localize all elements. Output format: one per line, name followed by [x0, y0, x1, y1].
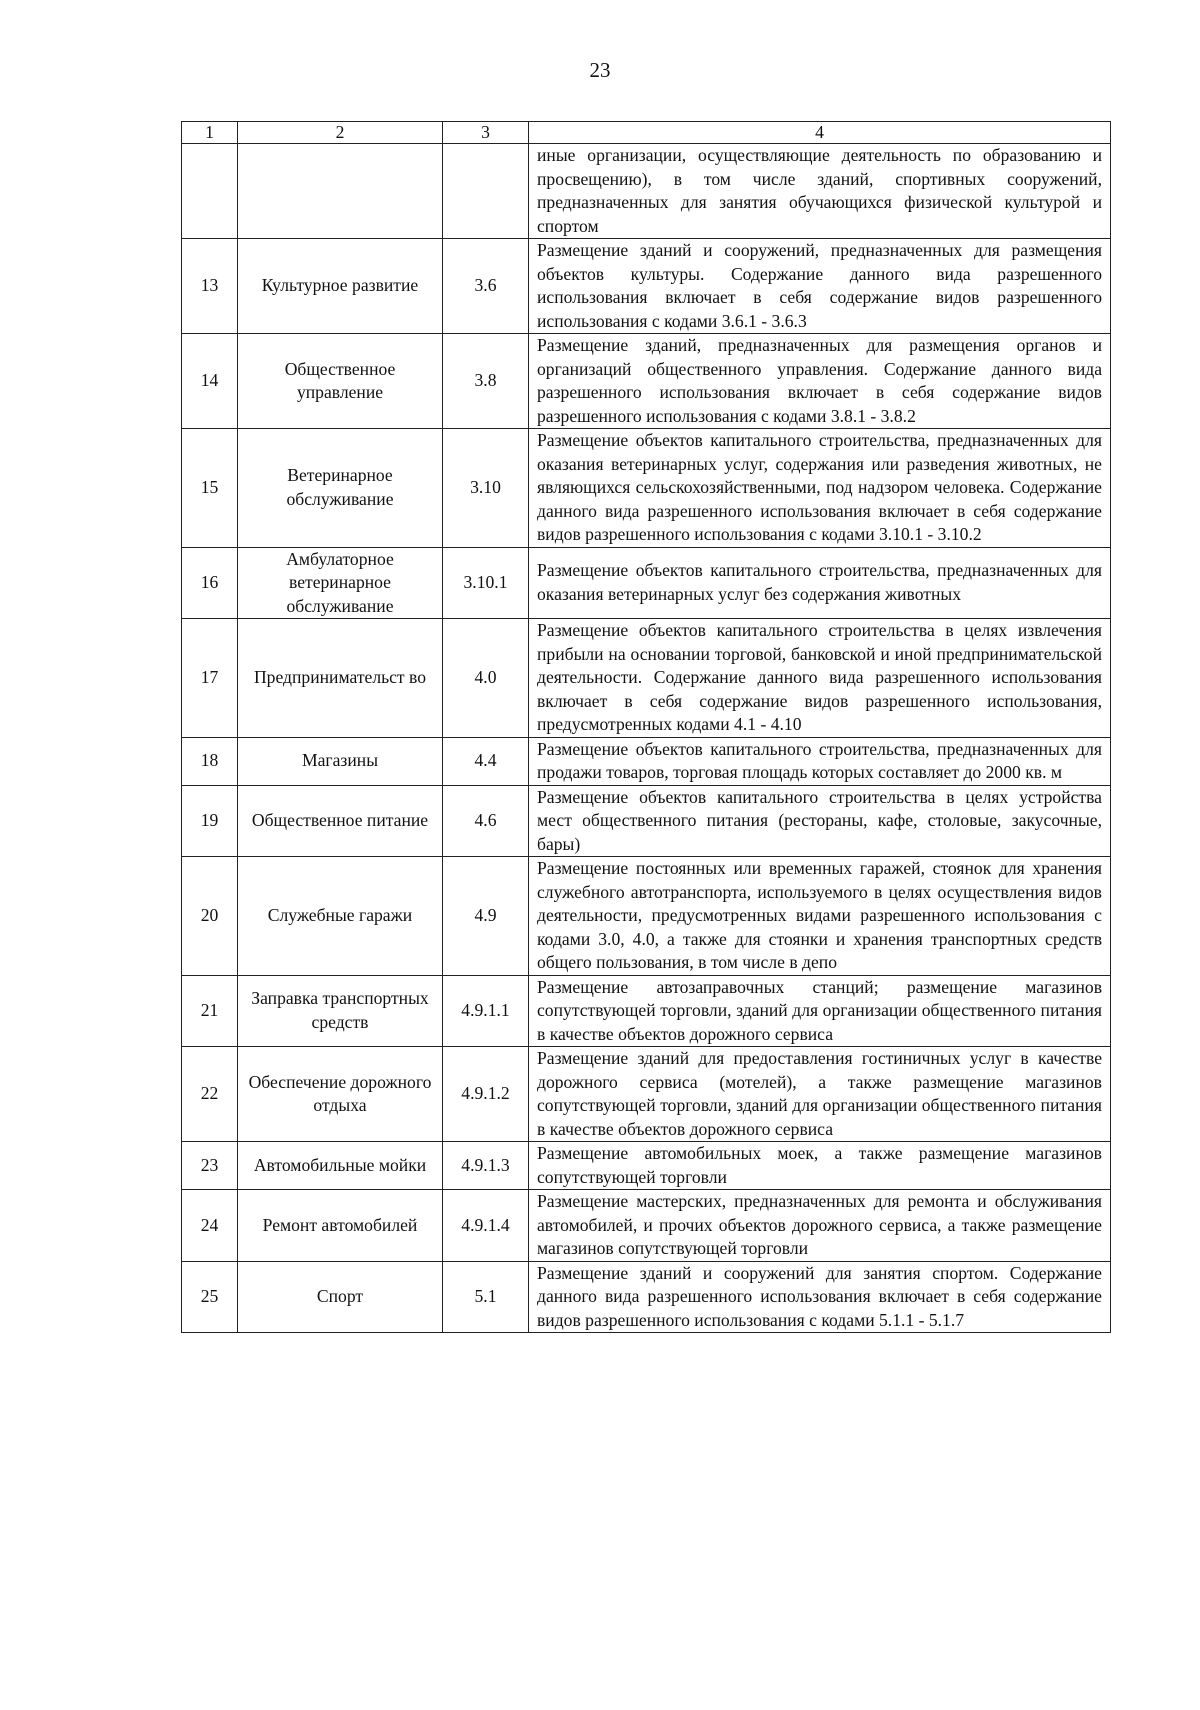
table-row	[182, 429, 1111, 548]
row-number: 21	[182, 975, 238, 1047]
row-number: 15	[182, 429, 238, 548]
row-number	[182, 144, 238, 239]
table-row	[182, 737, 1111, 785]
table-row	[182, 785, 1111, 857]
column-header: 1	[182, 122, 238, 144]
row-number: 20	[182, 857, 238, 976]
row-number: 25	[182, 1261, 238, 1333]
page-number: 23	[589, 58, 611, 82]
table-row	[182, 1142, 1111, 1190]
use-type-name	[238, 144, 443, 239]
use-type-description: Размещение объектов капитального строительства в целях извлечения прибыли на основании торговой, банковской и иной предпринимательской деятельности. Содержание данного вида разрешенного использования включает в себя содержание видов разрешенного использования, предусмотренных кодами 4.1 - 4.10	[529, 619, 1111, 738]
use-type-name: Ремонт автомобилей	[238, 1190, 443, 1262]
use-type-description: Размещение зданий для предоставления гостиничных услуг в качестве дорожного сервиса (мотелей), а также размещение магазинов сопутствующей торговли, зданий для организации общественного питания в качестве объектов дорожного сервиса	[529, 1047, 1111, 1142]
table-row	[182, 239, 1111, 334]
use-type-code: 4.9.1.4	[443, 1190, 529, 1262]
table-row	[182, 334, 1111, 429]
use-type-name: Служебные гаражи	[238, 857, 443, 976]
use-type-description: Размещение объектов капитального строительства, предназначенных для продажи товаров, торговая площадь которых составляет до 2000 кв. м	[529, 737, 1111, 785]
use-type-name: Заправка транспортных средств	[238, 975, 443, 1047]
column-header: 3	[443, 122, 529, 144]
row-number: 18	[182, 737, 238, 785]
use-type-description: иные организации, осуществляющие деятельность по образованию и просвещению), в том числе зданий, спортивных сооружений, предназначенных для занятия обучающихся физической культурой и спортом	[529, 144, 1111, 239]
use-type-name: Культурное развитие	[238, 239, 443, 334]
use-type-description: Размещение зданий, предназначенных для размещения органов и организаций общественного управления. Содержание данного вида разрешенного использования включает в себя содержание видов разрешенного использования с кодами 3.8.1 - 3.8.2	[529, 334, 1111, 429]
use-type-code: 3.10	[443, 429, 529, 548]
use-type-name: Спорт	[238, 1261, 443, 1333]
use-type-name: Общественное управление	[238, 334, 443, 429]
row-number: 22	[182, 1047, 238, 1142]
use-type-code: 4.9.1.2	[443, 1047, 529, 1142]
table-row	[182, 1047, 1111, 1142]
use-type-description: Размещение постоянных или временных гаражей, стоянок для хранения служебного автотранспорта, используемого в целях осуществления видов деятельности, предусмотренных видами разрешенного использования с кодами 3.0, 4.0, а также для стоянки и хранения транспортных средств общего пользования, в том числе в депо	[529, 857, 1111, 976]
use-type-description: Размещение объектов капитального строительства в целях устройства мест общественного питания (рестораны, кафе, столовые, закусочные, бары)	[529, 785, 1111, 857]
column-header: 4	[529, 122, 1111, 144]
use-type-name: Амбулаторное ветеринарное обслуживание	[238, 547, 443, 619]
use-type-name: Предпринимательст во	[238, 619, 443, 738]
use-type-code: 4.9	[443, 857, 529, 976]
use-type-code: 3.6	[443, 239, 529, 334]
table-row	[182, 857, 1111, 976]
use-type-code: 4.9.1.1	[443, 975, 529, 1047]
row-number: 19	[182, 785, 238, 857]
table-row	[182, 975, 1111, 1047]
row-number: 24	[182, 1190, 238, 1262]
row-number: 16	[182, 547, 238, 619]
table-row	[182, 547, 1111, 619]
table-row	[182, 1190, 1111, 1262]
land-use-table	[181, 121, 1111, 1333]
row-number: 13	[182, 239, 238, 334]
use-type-name: Магазины	[238, 737, 443, 785]
row-number: 14	[182, 334, 238, 429]
table-body	[182, 144, 1111, 1333]
row-number: 23	[182, 1142, 238, 1190]
use-type-code: 4.9.1.3	[443, 1142, 529, 1190]
use-type-description: Размещение объектов капитального строительства, предназначенных для оказания ветеринарных услуг без содержания животных	[529, 547, 1111, 619]
use-type-code: 3.8	[443, 334, 529, 429]
use-type-code: 4.6	[443, 785, 529, 857]
use-type-description: Размещение автомобильных моек, а также размещение магазинов сопутствующей торговли	[529, 1142, 1111, 1190]
use-type-code: 3.10.1	[443, 547, 529, 619]
row-number: 17	[182, 619, 238, 738]
use-type-name: Автомобильные мойки	[238, 1142, 443, 1190]
use-type-code: 4.0	[443, 619, 529, 738]
use-type-name: Ветеринарное обслуживание	[238, 429, 443, 548]
use-type-code	[443, 144, 529, 239]
use-type-code: 5.1	[443, 1261, 529, 1333]
use-type-name: Общественное питание	[238, 785, 443, 857]
use-type-description: Размещение зданий и сооружений, предназначенных для размещения объектов культуры. Содержание данного вида разрешенного использования включает в себя содержание видов разрешенного использования с кодами 3.6.1 - 3.6.3	[529, 239, 1111, 334]
use-type-description: Размещение объектов капитального строительства, предназначенных для оказания ветеринарных услуг, содержания или разведения животных, не являющихся сельскохозяйственными, под надзором человека. Содержание данного вида разрешенного использования включает в себя содержание видов разрешенного использования с кодами 3.10.1 - 3.10.2	[529, 429, 1111, 548]
use-type-code: 4.4	[443, 737, 529, 785]
table-row	[182, 1261, 1111, 1333]
use-type-description: Размещение зданий и сооружений для занятия спортом. Содержание данного вида разрешенного использования включает в себя содержание видов разрешенного использования с кодами 5.1.1 - 5.1.7	[529, 1261, 1111, 1333]
use-type-description: Размещение автозаправочных станций; размещение магазинов сопутствующей торговли, зданий для организации общественного питания в качестве объектов дорожного сервиса	[529, 975, 1111, 1047]
use-type-description: Размещение мастерских, предназначенных для ремонта и обслуживания автомобилей, и прочих объектов дорожного сервиса, а также размещение магазинов сопутствующей торговли	[529, 1190, 1111, 1262]
table-header-row	[182, 122, 1111, 144]
table-row	[182, 619, 1111, 738]
table-row	[182, 144, 1111, 239]
use-type-name: Обеспечение дорожного отдыха	[238, 1047, 443, 1142]
column-header: 2	[238, 122, 443, 144]
